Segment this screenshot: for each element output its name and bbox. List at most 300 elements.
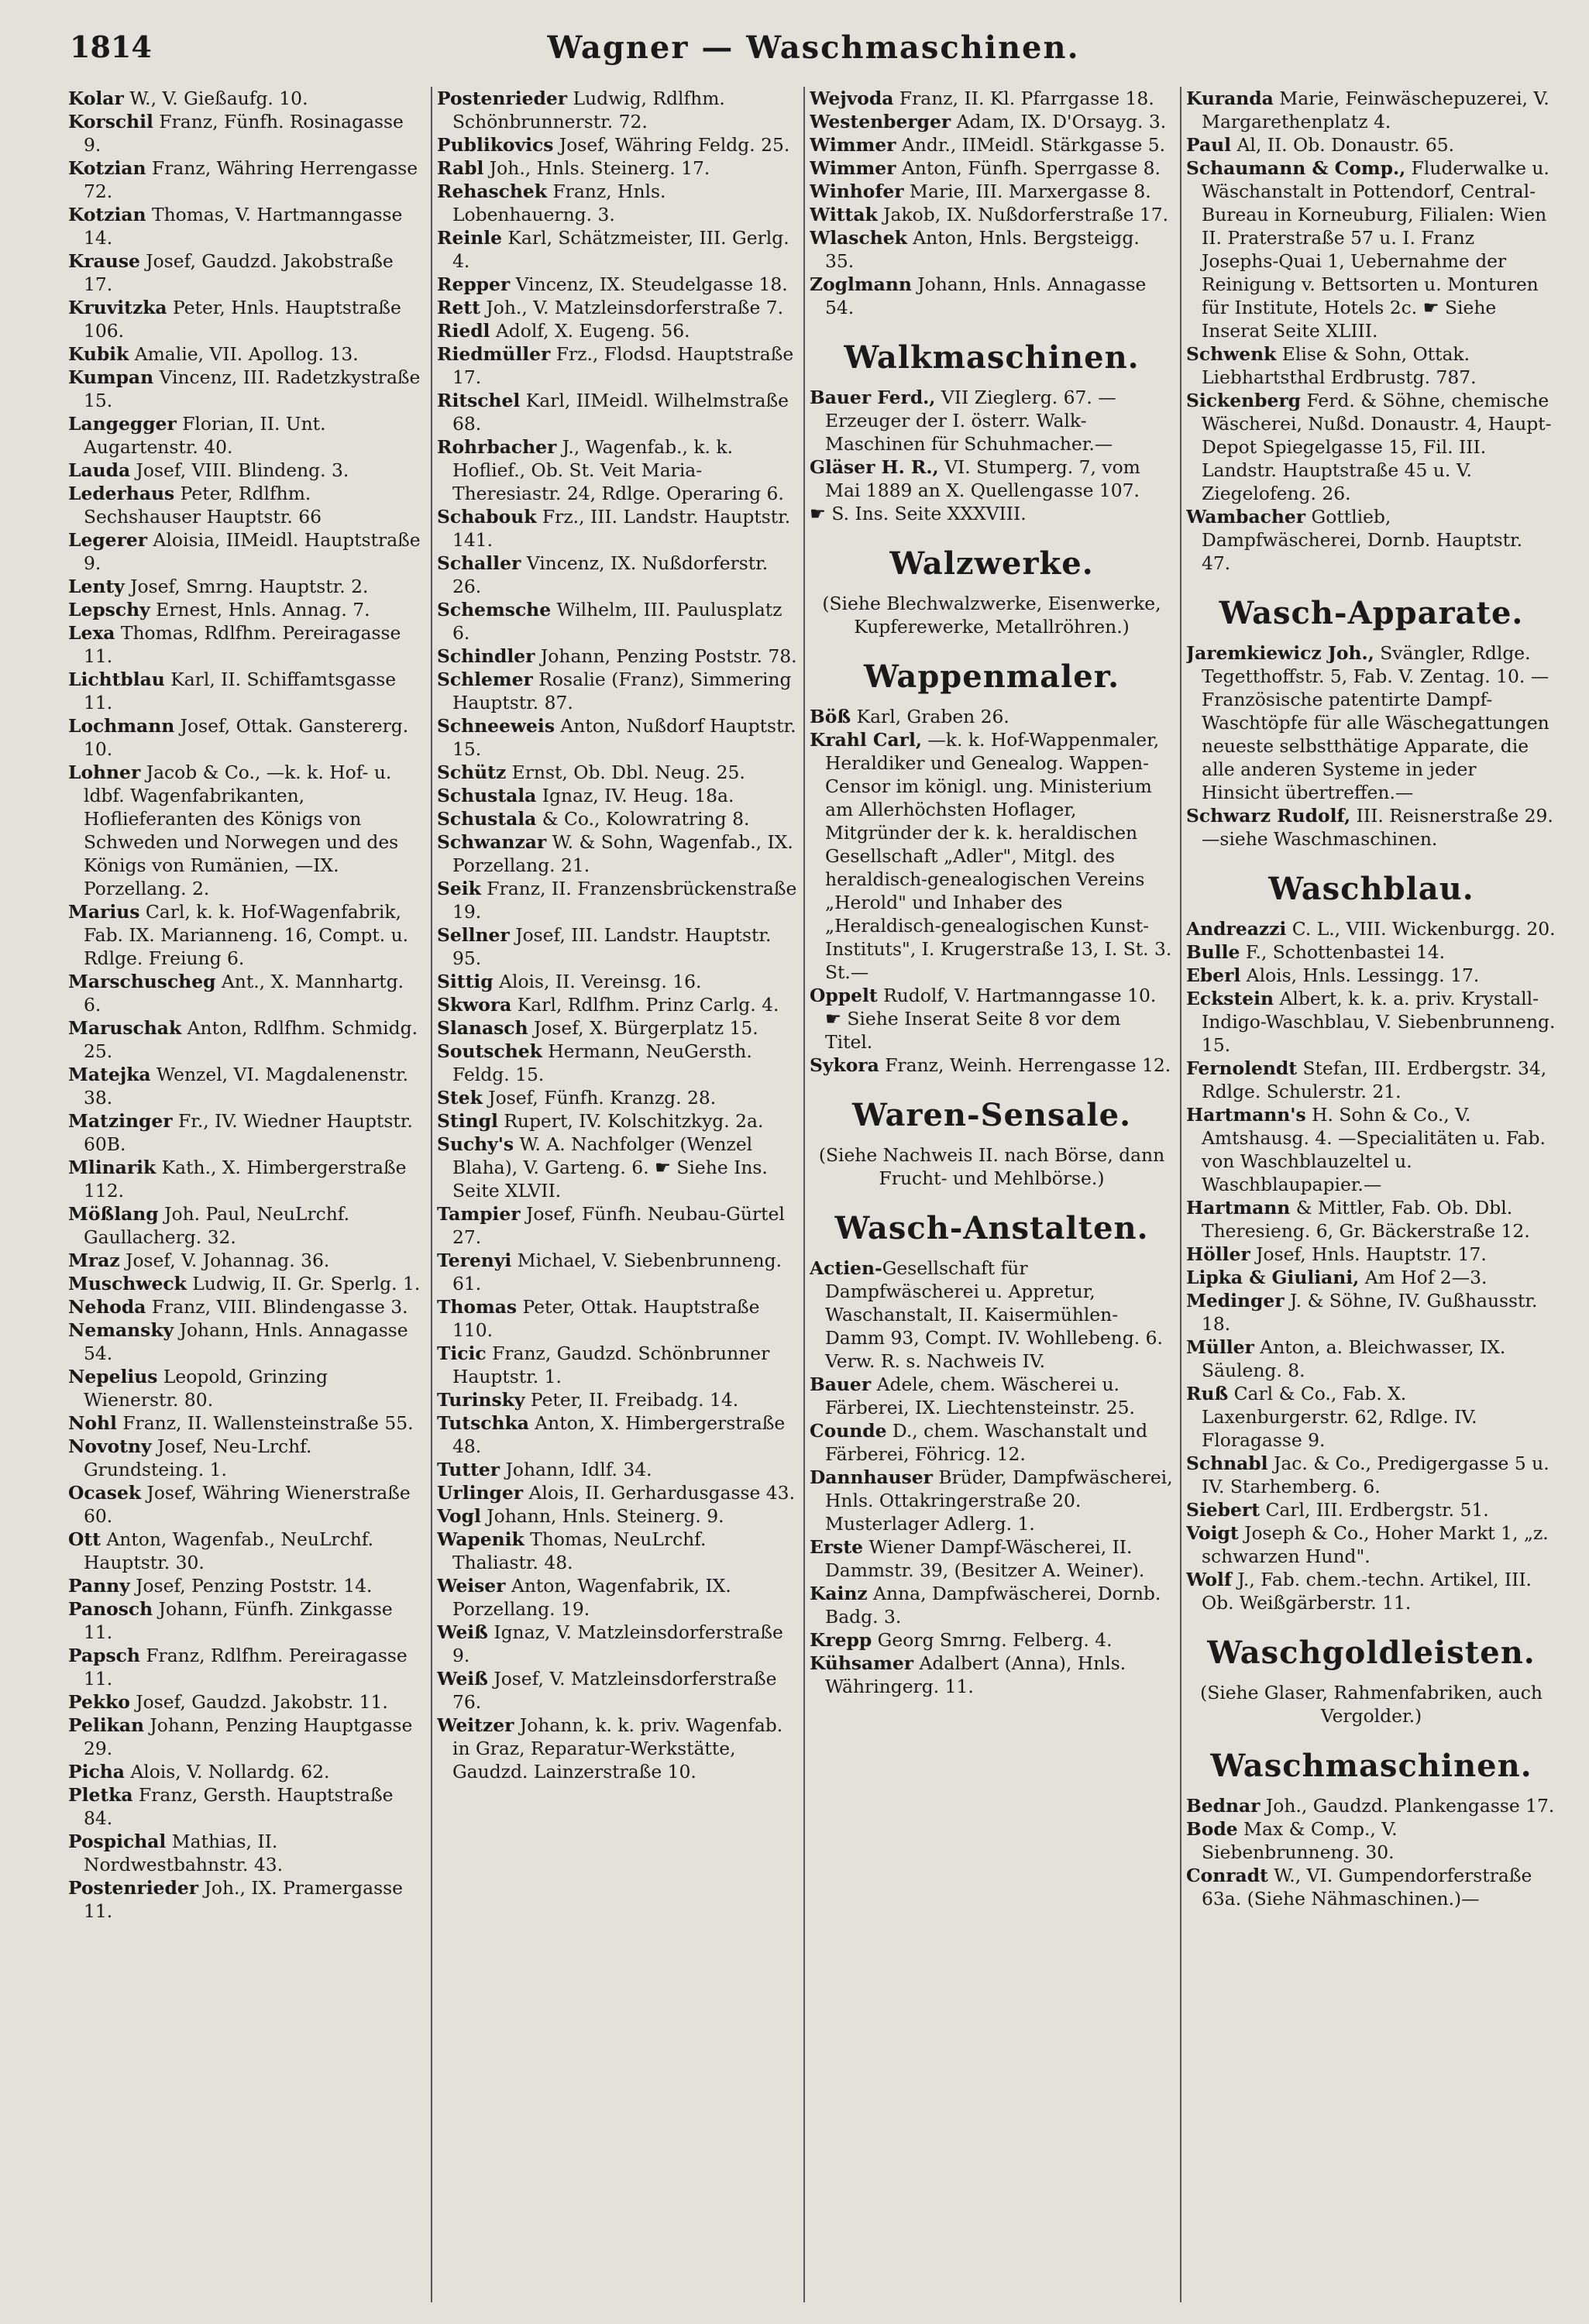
directory-entry [810, 1054, 1174, 1077]
entry-name: Wapenik [437, 1528, 525, 1550]
entry-details: Anna, Dampfwäscherei, Dornb. Badg. 3. [825, 1583, 1161, 1628]
entry-details: J., Wagenfab., k. k. Hoflief., Ob. St. Veit Maria-Theresiastr. 24, Rdlge. Operaring 6. [452, 436, 784, 504]
entry-name: Lepschy [68, 599, 150, 621]
section-heading: Wappenmaler. [863, 658, 1120, 695]
entry-details: Joh., Gaudzd. Plankengasse 17. [1260, 1795, 1555, 1817]
directory-entry [68, 459, 425, 482]
entry-details: Franz, II. Wallensteinstraße 55. [116, 1412, 414, 1434]
entry-name: Hartmann [1186, 1197, 1291, 1219]
entry-details: Johann, k. k. priv. Wagenfab. in Graz, Reparatur-Werkstätte, Gaudzd. Lainzerstraße 10. [452, 1714, 783, 1783]
directory-entry [68, 761, 425, 900]
directory-entry [437, 1109, 797, 1133]
entry-details: Josef, Ottak. Ganstererg. 10. [84, 715, 409, 760]
entry-name: Ritschel [437, 390, 521, 411]
section-heading: Waren-Sensale. [852, 1097, 1131, 1133]
directory-entry [437, 993, 797, 1016]
directory-entry [810, 502, 1174, 525]
directory-entry [1186, 1266, 1556, 1289]
entry-details: Alois, II. Vereinsg. 16. [493, 971, 702, 992]
section-heading: Walzwerke. [889, 545, 1094, 582]
entry-details: Fluderwalke u. Wäschanstalt in Pottendorf, Central-Bureau in Korneuburg, Filialen: Wien II. Praterstraße 57 u. I. Franz Josephs-Quai 1, Uebernahme der Reinigung v. Bettsorten u. Monturen für Institute, Hotels 2c. ☛ Siehe Inserat Seite XLIII. [1202, 157, 1549, 342]
directory-entry [437, 877, 797, 923]
directory-entry [810, 1582, 1174, 1628]
entry-details: Michael, V. Siebenbrunneng. 61. [452, 1250, 782, 1294]
entry-name: Wlaschek [810, 227, 907, 249]
entry-details: Josef, V. Johannag. 36. [119, 1250, 330, 1271]
entry-details: Josef, Fünfh. Kranzg. 28. [482, 1087, 717, 1109]
entry-name: Müller [1186, 1336, 1254, 1358]
entry-details: Peter, II. Freibadg. 14. [525, 1389, 739, 1411]
entry-name: Actien- [810, 1257, 882, 1279]
directory-entry [810, 1628, 1174, 1652]
directory-entry [437, 1016, 797, 1040]
directory-entry [437, 598, 797, 645]
directory-entry [437, 1249, 797, 1295]
entry-details: Johann, Penzing Poststr. 78. [535, 645, 797, 667]
section-heading: Walkmaschinen. [844, 339, 1140, 376]
entry-name: Bulle [1186, 941, 1240, 963]
entry-details: Jacob & Co., —k. k. Hof- u. ldbf. Wagenfabrikanten, Hoflieferanten des Königs von Schweden und Norwegen und des Königs von Rumänien, —IX. Porzellang. 2. [84, 761, 399, 899]
entry-details: Anton, a. Bleichwasser, IX. Säuleng. 8. [1202, 1336, 1506, 1381]
directory-entry [68, 1690, 425, 1714]
entry-name: Pekko [68, 1691, 130, 1713]
entry-name: Ott [68, 1528, 101, 1550]
directory-entry [68, 668, 425, 714]
entry-details: VI. Stumperg. 7, vom Mai 1889 an X. Quellengasse 107. [825, 456, 1140, 501]
directory-entry [1186, 987, 1556, 1057]
entry-name: Pelikan [68, 1714, 144, 1736]
entry-name: Turinsky [437, 1389, 525, 1411]
entry-name: Schwanzar [437, 831, 547, 853]
entry-details: Peter, Rdlfhm. Sechshauser Hauptstr. 66 [84, 483, 322, 528]
entry-name: Matejka [68, 1064, 151, 1085]
entry-details: Josef, Penzing Poststr. 14. [129, 1575, 373, 1597]
directory-entry [437, 180, 797, 226]
entry-details: Gesellschaft für Dampfwäscherei u. Appretur, Waschanstalt, II. Kaisermühlen-Damm 93, Compt. IV. Wohllebeng. 6. Verw. R. s. Nachweis IV. [825, 1257, 1163, 1372]
entry-details: Johann, Penzing Hauptgasse 29. [84, 1714, 413, 1759]
entry-details: III. Reisnerstraße 29. —siehe Waschmaschinen. [1202, 805, 1553, 850]
directory-entry [1186, 1289, 1556, 1336]
entry-name: Wejvoda [810, 88, 894, 109]
entry-details: Svängler, Rdlge. Tegetthoffstr. 5, Fab. V. Zentag. 10. —Französische patentirte Dampf-Waschtöpfe für alle Wäschegattungen neueste selbstthätige Apparate, die alle anderen Systeme in jeder Hinsicht übertreffen.— [1202, 642, 1549, 803]
directory-entry [68, 1783, 425, 1830]
directory-entry [437, 296, 797, 319]
entry-name: Panny [68, 1575, 130, 1597]
directory-entry [1186, 804, 1556, 851]
entry-details: Josef, Neu-Lrchf. Grundsteing. 1. [84, 1435, 312, 1480]
directory-entry [437, 1574, 797, 1621]
entry-name: Wambacher [1186, 506, 1306, 528]
directory-entry [68, 1318, 425, 1365]
column-4 [1186, 87, 1556, 2318]
entry-name: Eckstein [1186, 988, 1274, 1009]
entry-details: Franz, Gersth. Hauptstraße 84. [84, 1784, 394, 1829]
entry-name: Lederhaus [68, 483, 175, 504]
entry-details: Ernest, Hnls. Annag. 7. [150, 599, 370, 621]
entry-name: Terenyi [437, 1250, 512, 1271]
directory-entry [68, 1714, 425, 1760]
directory-entry [810, 1466, 1174, 1535]
entry-details: Johann, Hnls. Annagasse 54. [825, 273, 1147, 318]
entry-name: Lochmann [68, 715, 175, 737]
entry-details: Alois, II. Gerhardusgasse 43. [523, 1482, 796, 1504]
directory-entry [1186, 342, 1556, 389]
directory-entry [810, 456, 1174, 502]
entry-details: Ferd. & Söhne, chemische Wäscherei, Nußd. Donaustr. 4, Haupt-Depot Spiegelgasse 15, Fil. III. Landstr. Hauptstraße 45 u. V. Ziegelofeng. 26. [1202, 390, 1552, 504]
entry-name: Tampier [437, 1203, 521, 1225]
entry-name: Schaumann & Comp., [1186, 157, 1406, 179]
entry-name: Ocasek [68, 1482, 142, 1504]
entry-name: Jaremkiewicz Joh., [1186, 642, 1374, 664]
directory-entry [437, 133, 797, 156]
directory-entry [68, 1876, 425, 1923]
entry-details: Johann, Fünfh. Zinkgasse 11. [84, 1598, 393, 1643]
directory-entry [1186, 917, 1556, 940]
entry-details: Stefan, III. Erdbergstr. 34, Rdlge. Schulerstr. 21. [1202, 1057, 1547, 1102]
directory-entry [68, 621, 425, 668]
entry-name: Schwarz Rudolf, [1186, 805, 1351, 827]
directory-entry [1186, 87, 1556, 133]
entry-name: Panosch [68, 1598, 153, 1620]
entry-details: Wilhelm, III. Paulusplatz 6. [452, 599, 782, 644]
entry-details: Hermann, NeuGersth. Feldg. 15. [452, 1040, 752, 1085]
directory-entry [68, 1249, 425, 1272]
entry-name: Dannhauser [810, 1466, 933, 1488]
directory-entry [437, 1481, 797, 1504]
entry-name: Sellner [437, 924, 510, 946]
directory-entry [68, 1435, 425, 1481]
entry-details: Carl, III. Erdbergstr. 51. [1260, 1499, 1489, 1521]
entry-details: Franz, Gaudzd. Schönbrunner Hauptstr. 1. [452, 1342, 770, 1387]
entry-details: Alois, Hnls. Lessingg. 17. [1240, 964, 1480, 986]
entry-name: Langegger [68, 413, 177, 435]
directory-entry [437, 923, 797, 970]
directory-entry [68, 1156, 425, 1202]
entry-name: Mraz [68, 1250, 120, 1271]
entry-name: Nohl [68, 1412, 117, 1434]
directory-entry [437, 645, 797, 668]
entry-details: Al, II. Ob. Donaustr. 65. [1231, 134, 1455, 156]
entry-name: Tutschka [437, 1412, 529, 1434]
entry-name: Pospichal [68, 1831, 167, 1852]
entry-name: Schlemer [437, 669, 533, 690]
entry-details: Anton, Wagenfab., NeuLrchf. Hauptstr. 30. [84, 1528, 374, 1573]
directory-entry [437, 1295, 797, 1342]
directory-entry [810, 87, 1174, 110]
directory-entry [810, 156, 1174, 180]
directory-entry [68, 342, 425, 366]
entry-details: Jac. & Co., Predigergasse 5 u. IV. Starhemberg. 6. [1202, 1452, 1549, 1497]
directory-entry [68, 482, 425, 528]
directory-entry [1186, 1243, 1556, 1266]
entry-details: & Co., Kolowratring 8. [536, 808, 750, 830]
entry-details: H. Sohn & Co., V. Amtshausg. 4. —Specialitäten u. Fab. von Waschblauzeltel u. Waschblaupapier.— [1202, 1104, 1546, 1195]
entry-details: Karl, Schätzmeister, III. Gerlg. 4. [452, 227, 789, 272]
entry-details: Karl, II. Schiffamtsgasse 11. [84, 669, 397, 713]
directory-entry [437, 1388, 797, 1411]
directory-entry [437, 1621, 797, 1667]
entry-details: Rupert, IV. Kolschitzkyg. 2a. [497, 1110, 764, 1132]
directory-entry [437, 784, 797, 807]
column-divider [431, 87, 432, 2302]
entry-details: Elise & Sohn, Ottak. Liebhartsthal Erdbrustg. 787. [1202, 343, 1477, 388]
directory-entry [68, 714, 425, 761]
directory-entry [810, 273, 1174, 319]
entry-details: Joh., IX. Pramergasse 11. [84, 1877, 403, 1922]
entry-name: Schustala [437, 808, 537, 830]
entry-name: Fernolendt [1186, 1057, 1298, 1079]
entry-name: Conradt [1186, 1865, 1268, 1886]
directory-entry [68, 1597, 425, 1644]
directory-entry [810, 386, 1174, 456]
directory-entry [1186, 1336, 1556, 1382]
entry-details: Kath., X. Himbergerstraße 112. [84, 1157, 407, 1202]
entry-details: & Mittler, Fab. Ob. Dbl. Theresieng. 6, Gr. Bäckerstraße 12. [1202, 1197, 1530, 1242]
directory-entry [68, 1202, 425, 1249]
entry-details: Vincenz, IX. Steudelgasse 18. [510, 273, 788, 295]
entry-name: Krause [68, 250, 140, 272]
cross-reference-note: (Siehe Nachweis II. nach Börse, dann Frucht- und Mehlbörse.) [818, 1144, 1165, 1189]
directory-entry [1186, 1498, 1556, 1521]
entry-details: Carl, k. k. Hof-Wagenfabrik, Fab. IX. Marianneng. 16, Compt. u. Rdlge. Freiung 6. [84, 901, 409, 969]
entry-details: Jakob, IX. Nußdorferstraße 17. [877, 204, 1169, 225]
entry-details: Alois, V. Nollardg. 62. [124, 1761, 330, 1783]
entry-name: Westenberger [810, 111, 951, 132]
directory-entry [68, 528, 425, 575]
directory-entry [810, 1419, 1174, 1466]
entry-details: ☛ S. Ins. Seite XXXVIII. [810, 503, 1027, 524]
directory-entry [1186, 133, 1556, 156]
entry-details: Joh., V. Matzleinsdorferstraße 7. [480, 297, 784, 318]
entry-details: Anton, Nußdorf Hauptstr. 15. [452, 715, 796, 760]
entry-details: Frz., Flodsd. Hauptstraße 17. [452, 343, 794, 388]
entry-details: W., V. Gießaufg. 10. [123, 88, 308, 109]
column-2 [437, 87, 797, 2318]
entry-details: W., VI. Gumpendorferstraße 63a. (Siehe Nähmaschinen.)— [1202, 1865, 1532, 1910]
directory-entry [437, 226, 797, 273]
entry-name: Bednar [1186, 1795, 1261, 1817]
entry-name: Sickenberg [1186, 390, 1302, 411]
directory-entry [68, 1272, 425, 1295]
entry-details: Anton, Fünfh. Sperrgasse 8. [896, 157, 1161, 179]
entry-name: Publikovics [437, 134, 554, 156]
entry-details: Georg Smrng. Felberg. 4. [872, 1629, 1113, 1651]
entry-details: Josef, X. Bürgerplatz 15. [528, 1017, 758, 1039]
entry-details: Am Hof 2—3. [1359, 1267, 1488, 1288]
entry-name: Tutter [437, 1459, 500, 1480]
page-number: 1814 [70, 29, 152, 64]
directory-entry [1186, 1864, 1556, 1910]
directory-entry [68, 1365, 425, 1411]
directory-entry [437, 1504, 797, 1528]
entry-details: Anton, X. Himbergerstraße 48. [452, 1412, 786, 1457]
entry-name: Weiß [437, 1621, 488, 1643]
entry-name: Thomas [437, 1296, 518, 1318]
entry-details: Brüder, Dampfwäscherei, Hnls. Ottakringerstraße 20. Musterlager Adlerg. 1. [825, 1466, 1173, 1535]
entry-details: C. L., VIII. Wickenburgg. 20. [1286, 918, 1556, 940]
entry-details: Joseph & Co., Hoher Markt 1, „z. schwarzen Hund". [1202, 1522, 1549, 1567]
directory-entry [68, 1830, 425, 1876]
entry-name: Lenty [68, 576, 125, 597]
entry-details: Amalie, VII. Apollog. 13. [129, 343, 359, 365]
section-heading: Wasch-Apparate. [1219, 595, 1524, 631]
directory-entry [1186, 1568, 1556, 1614]
directory-entry [437, 1411, 797, 1458]
entry-name: Bauer Ferd., [810, 387, 936, 408]
entry-name: Matzinger [68, 1110, 173, 1132]
entry-name: Bode [1186, 1818, 1238, 1840]
directory-entry [68, 970, 425, 1016]
entry-name: Wittak [810, 204, 878, 225]
entry-name: Kainz [810, 1583, 868, 1604]
directory-entry [810, 133, 1174, 156]
entry-name: Lohner [68, 761, 141, 783]
directory-entry [810, 1373, 1174, 1419]
directory-entry [1186, 964, 1556, 987]
directory-entry [810, 180, 1174, 203]
directory-entry [1186, 1057, 1556, 1103]
entry-details: Anton, Rdlfhm. Schmidg. 25. [84, 1017, 418, 1062]
entry-details: Franz, II. Franzensbrückenstraße 19. [452, 878, 797, 923]
entry-name: Korschil [68, 111, 153, 132]
entry-name: Slanasch [437, 1017, 528, 1039]
entry-name: Stek [437, 1087, 483, 1109]
entry-details: Leopold, Grinzing Wienerstr. 80. [84, 1366, 328, 1411]
directory-entry [68, 1574, 425, 1597]
entry-details: Josef, III. Landstr. Hauptstr. 95. [452, 924, 772, 969]
entry-name: Schnabl [1186, 1452, 1268, 1474]
entry-details: Ludwig, Rdlfhm. Schönbrunnerstr. 72. [452, 88, 725, 132]
entry-name: Kumpan [68, 366, 154, 388]
entry-details: Karl, IIMeidl. Wilhelmstraße 68. [452, 390, 789, 435]
entry-name: Weitzer [437, 1714, 514, 1736]
entry-name: Suchy's [437, 1133, 514, 1155]
entry-name: Rehaschek [437, 180, 547, 202]
entry-name: Schaller [437, 552, 521, 574]
entry-name: Seik [437, 878, 481, 899]
entry-details: D., chem. Waschanstalt und Färberei, Föhricg. 12. [825, 1420, 1148, 1465]
directory-entry [1186, 1196, 1556, 1243]
directory-entry [1186, 1103, 1556, 1196]
entry-details: Anton, Wagenfabrik, IX. Porzellang. 19. [452, 1575, 731, 1620]
entry-name: Weiser [437, 1575, 506, 1597]
entry-name: Skwora [437, 994, 512, 1016]
entry-name: Oppelt [810, 985, 878, 1006]
section-heading: Waschmaschinen. [1210, 1748, 1532, 1784]
entry-details: Johann, Idlf. 34. [500, 1459, 652, 1480]
directory-entry [68, 1411, 425, 1435]
entry-name: Wimmer [810, 134, 896, 156]
entry-details: Anton, Hnls. Bergsteigg. 35. [825, 227, 1140, 272]
cross-reference-note: (Siehe Blechwalzwerke, Eisenwerke, Kupferewerke, Metallröhren.) [822, 593, 1161, 638]
directory-entry [437, 807, 797, 830]
entry-name: Kubik [68, 343, 129, 365]
directory-entry [1186, 389, 1556, 505]
entry-name: Krahl Carl, [810, 729, 922, 751]
page-title: Wagner — Waschmaschinen. [547, 29, 1080, 66]
entry-name: Bauer [810, 1373, 872, 1395]
entry-name: Wimmer [810, 157, 896, 179]
entry-name: Schwenk [1186, 343, 1277, 365]
entry-name: Rett [437, 297, 480, 318]
entry-details: Aloisia, IIMeidl. Hauptstraße 9. [84, 529, 421, 574]
entry-details: Franz, Fünfh. Rosinagasse 9. [84, 111, 404, 156]
entry-name: Reinle [437, 227, 502, 249]
entry-details: Wenzel, VI. Magdalenenstr. 38. [84, 1064, 409, 1109]
entry-name: Kotzian [68, 204, 146, 225]
entry-name: Sykora [810, 1054, 879, 1076]
section-heading: Waschblau. [1268, 871, 1474, 907]
entry-name: Marius [68, 901, 140, 923]
directory-entry [437, 1202, 797, 1249]
entry-details: Adolf, X. Eugeng. 56. [490, 320, 690, 342]
entry-details: Andr., IIMeidl. Stärkgasse 5. [896, 134, 1166, 156]
entry-name: Kolar [68, 88, 124, 109]
directory-entry [437, 1714, 797, 1783]
directory-entry [437, 1133, 797, 1202]
section-heading: Waschgoldleisten. [1207, 1635, 1536, 1671]
entry-details: Franz, Hnls. Lobenhauerng. 3. [452, 180, 666, 225]
directory-entry [68, 249, 425, 296]
entry-details: Gottlieb, Dampfwäscherei, Dornb. Hauptstr. 47. [1202, 506, 1523, 574]
entry-name: Sittig [437, 971, 494, 992]
directory-entry [1186, 505, 1556, 575]
directory-entry [1186, 156, 1556, 342]
directory-entry [68, 1063, 425, 1109]
entry-details: W. A. Nachfolger (Wenzel Blaha), V. Garteng. 6. ☛ Siehe Ins. Seite XLVII. [452, 1133, 768, 1202]
entry-details: Josef, Gaudzd. Jakobstr. 11. [129, 1691, 388, 1713]
directory-entry [810, 705, 1174, 728]
directory-entry [68, 1644, 425, 1690]
entry-name: Wolf [1186, 1569, 1232, 1590]
entry-name: Legerer [68, 529, 148, 551]
directory-entry [68, 366, 425, 412]
directory-entry [810, 1257, 1174, 1373]
directory-entry [437, 389, 797, 435]
entry-details: Ignaz, V. Matzleinsdorferstraße 9. [452, 1621, 783, 1666]
entry-details: Marie, Feinwäschepuzerei, V. Margarethenplatz 4. [1202, 88, 1549, 132]
entry-details: Thomas, Rdlfhm. Pereiragasse 11. [84, 622, 401, 667]
directory-entry [68, 1760, 425, 1783]
entry-name: Rabl [437, 157, 484, 179]
directory-entry [1186, 1382, 1556, 1452]
entry-details: Wiener Dampf-Wäscherei, II. Dammstr. 39, (Besitzer A. Weiner). [825, 1536, 1145, 1581]
entry-details: Karl, Graben 26. [851, 706, 1009, 727]
entry-details: Franz, II. Kl. Pfarrgasse 18. [893, 88, 1154, 109]
directory-entry [68, 296, 425, 342]
entry-name: Kühsamer [810, 1652, 914, 1674]
entry-name: Medinger [1186, 1290, 1285, 1312]
directory-entry [68, 87, 425, 110]
entry-name: Papsch [68, 1645, 140, 1666]
directory-entry [68, 1481, 425, 1528]
entry-details: Franz, Währing Herrengasse 72. [84, 157, 418, 202]
entry-name: Muschweck [68, 1273, 187, 1294]
entry-name: Repper [437, 273, 511, 295]
directory-entry [437, 435, 797, 505]
directory-entry [1186, 1794, 1556, 1817]
entry-details: Josef, Hnls. Hauptstr. 17. [1250, 1243, 1487, 1265]
entry-name: Stingl [437, 1110, 498, 1132]
entry-details: Thomas, V. Hartmanngasse 14. [84, 204, 403, 249]
entry-name: Weiß [437, 1668, 488, 1690]
directory-entry [437, 156, 797, 180]
entry-name: Andreazzi [1186, 918, 1287, 940]
directory-entry [437, 319, 797, 342]
entry-name: Soutschek [437, 1040, 542, 1062]
entry-name: Kruvitzka [68, 297, 167, 318]
directory-entry [68, 203, 425, 249]
